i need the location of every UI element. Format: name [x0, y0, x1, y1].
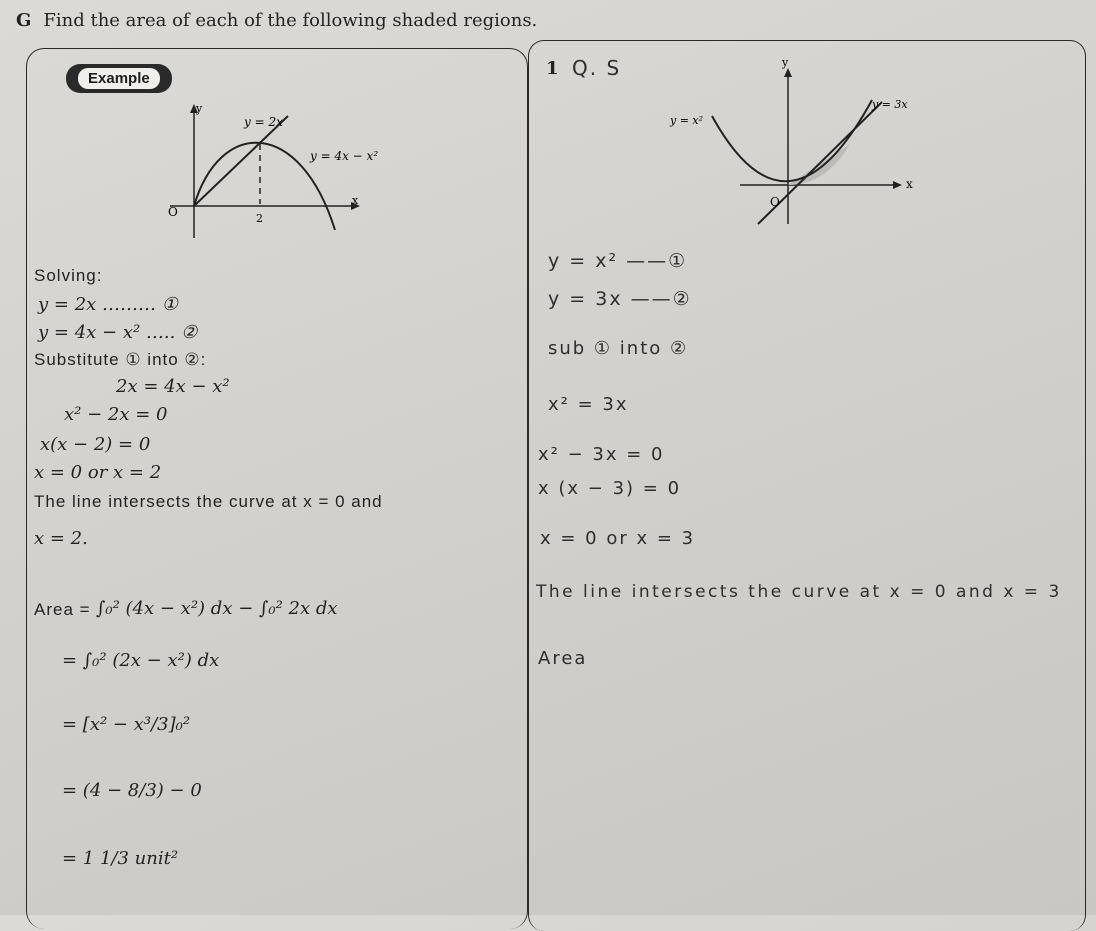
conclusion-line-1: The line intersects the curve at x = 0 and [34, 492, 383, 511]
question-number: 1 [546, 58, 559, 79]
step-2: x² − 2x = 0 [64, 404, 168, 425]
work-line-5: x² − 3x = 0 [538, 444, 665, 465]
question-conclusion: The line intersects the curve at x = 0 and x = 3 [536, 582, 1062, 602]
question-line-label: y = 3x [872, 98, 908, 111]
x-arrow-icon [893, 181, 902, 189]
exercise-instruction: Find the area of each of the following shaded regions. [43, 10, 538, 31]
work-line-6: x (x − 3) = 0 [538, 478, 682, 499]
exercise-letter: G [16, 10, 32, 31]
work-line-3: sub ① into ② [548, 338, 689, 359]
question-y-label: y [782, 56, 789, 69]
question-origin: O [770, 195, 780, 209]
handwritten-title: Q. S [572, 56, 622, 80]
question-curve-label: y = x² [670, 114, 704, 127]
example-origin: O [168, 205, 178, 219]
work-line-7: x = 0 or x = 3 [540, 528, 696, 549]
work-line-4: x² = 3x [548, 394, 629, 415]
step-4: x = 0 or x = 2 [34, 462, 162, 483]
area-line-2: = ∫₀² (2x − x²) dx [62, 650, 220, 671]
area-label: Area = [34, 600, 91, 619]
step-3: x(x − 2) = 0 [40, 434, 151, 455]
question-x-label: x [906, 177, 913, 191]
example-graph [160, 98, 410, 246]
substitute-text: Substitute ① into ②: [34, 350, 207, 369]
work-line-1: y = x² ——① [548, 250, 688, 272]
area-line-3: = [x² − x³/3]₀² [62, 714, 191, 735]
example-y-label: y [196, 102, 203, 115]
area-line-5: = 1 1/3 unit² [62, 848, 179, 869]
conclusion-line-2: x = 2. [34, 528, 88, 549]
area-line-1: ∫₀² (4x − x²) dx − ∫₀² 2x dx [96, 598, 338, 619]
equation-2: y = 4x − x² ….. ② [38, 322, 198, 343]
exercise-heading [16, 10, 537, 31]
work-line-2: y = 3x ——② [548, 288, 692, 310]
parabola-curve [712, 100, 872, 181]
solving-label: Solving: [34, 266, 103, 285]
question-area-label: Area [538, 648, 588, 669]
y-arrow-icon [784, 68, 792, 77]
example-tick: 2 [256, 212, 263, 225]
area-line-4: = (4 − 8/3) − 0 [62, 780, 202, 801]
example-line-label: y = 2x [244, 115, 283, 129]
example-curve-label: y = 4x − x² [310, 149, 379, 163]
example-x-label: x [352, 194, 359, 207]
step-1: 2x = 4x − x² [116, 376, 230, 397]
example-badge: Example [66, 64, 172, 93]
question-graph [660, 54, 940, 230]
example-line [194, 116, 288, 206]
equation-1: y = 2x ……… ① [38, 294, 178, 315]
